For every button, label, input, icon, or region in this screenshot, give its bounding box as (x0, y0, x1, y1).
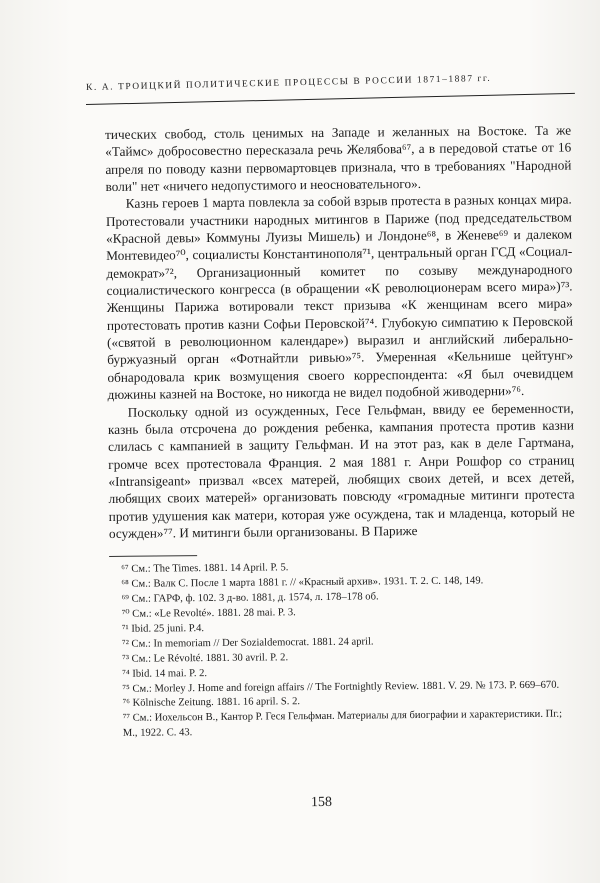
footnote-76: ⁷⁶ Kölnische Zeitung. 1881. 16 april. S. 2. (122, 696, 301, 710)
footnotes (109, 559, 577, 742)
paragraph-1: тических свобод, столь ценимых на Западе и желанных на Востоке. Та же «Таймс» добросовестно пересказала речь Желябова⁶⁷, а в передовой статье от 16 апреля по поводу казни первомартовцев признала, что в требованиях "Народной воли" нет «ничего недопустимого и неосновательного». (105, 122, 572, 195)
footnote-74: ⁷⁴ Ibid. 14 mai. P. 2. (122, 667, 208, 680)
header-rule (86, 93, 575, 105)
footnote-72: ⁷² См.: In memoriam // Der Sozialdemocrat. 1881. 24 april. (121, 636, 374, 650)
footnote-68: ⁶⁸ См.: Валк С. После 1 марта 1881 г. // «Красный архив». 1931. Т. 2. С. 148, 149. (121, 575, 484, 591)
running-head: К. А. ТРОИЦКИЙ ПОЛИТИЧЕСКИЕ ПРОЦЕССЫ В РОССИИ 1871–1887 гг. (86, 73, 492, 93)
footnote-73: ⁷³ См.: Le Révolté. 1881. 30 avril. P. 2. (122, 651, 289, 665)
footnote-75: ⁷⁵ См.: Morley J. Home and foreign affairs // The Fortnightly Review. 1881. V. 29. № 173. P. 669–670. (122, 679, 560, 695)
page-number: 158 (310, 794, 333, 811)
footnote-71: ⁷¹ Ibid. 25 juni. P.4. (121, 622, 205, 635)
footnote-67: ⁶⁷ См.: The Times. 1881. 14 April. P. 5. (121, 562, 289, 576)
main-text (105, 122, 577, 743)
footnote-69: ⁶⁹ См.: ГАРФ, ф. 102. 3 д-во. 1881, д. 1574, л. 178–178 об. (121, 591, 379, 605)
footnote-70: ⁷⁰ См.: «Le Revolté». 1881. 28 mai. P. 3. (121, 607, 296, 620)
footnote-77: ⁷⁷ См.: Иохельсон В., Кантор Р. Геся Гельфман. Материалы для биографии и характеристики. Пг.; М., 1922. С. 43. (122, 708, 563, 740)
paragraph-3: Поскольку одной из осужденных, Гесе Гельфман, ввиду ее беременности, казнь была отсрочена до рождения ребенка, кампания протеста против казни слилась с кампанией в защиту Гельфман. И на этот раз, как в деле Гартмана, громче всех протестовала Франция. 2 мая 1881 г. Анри Рошфор со страниц «Intransigeant» призвал «всех матерей, любящих своих детей, и всех детей, любящих своих матерей» организовать повсюду «громадные митинги протеста против удушения как матери, которая уже осуждена, так и младенца, который не осужден»⁷⁷. И митинги были организованы. В Париже (107, 400, 575, 541)
paragraph-2: Казнь героев 1 марта повлекла за собой взрыв протеста в разных концах мира. Протестовали участники народных митингов в Париже (под председательством «Красной девы» Коммуны Луизы Мишель) и Лондоне⁶⁸, в Женеве⁶⁹ и далеком Монтевидео⁷⁰, социалисты Константинополя⁷¹, центральный орган ГСД «Социал-демократ»⁷², Организационный комитет по созыву международного социалистического конгресса (в обращении «К революционерам всего мира»)⁷³. Женщины Парижа вотировали текст призыва «К женщинам всего мира» протестовать против казни Софьи Перовской⁷⁴. Глубокую симпатию к Перовской («святой в революционном календаре») выразил и английский либерально-буржуазный орган «Фотнайтли ривью»⁷⁵. Умеренная «Кельнише цейтунг» обнародовала крик возмущения своего корреспондента: «Я был очевидцем дюжины казней на Востоке, но никогда не видел подобной живодерни»⁷⁶. (105, 191, 574, 403)
footnote-separator (109, 555, 197, 557)
